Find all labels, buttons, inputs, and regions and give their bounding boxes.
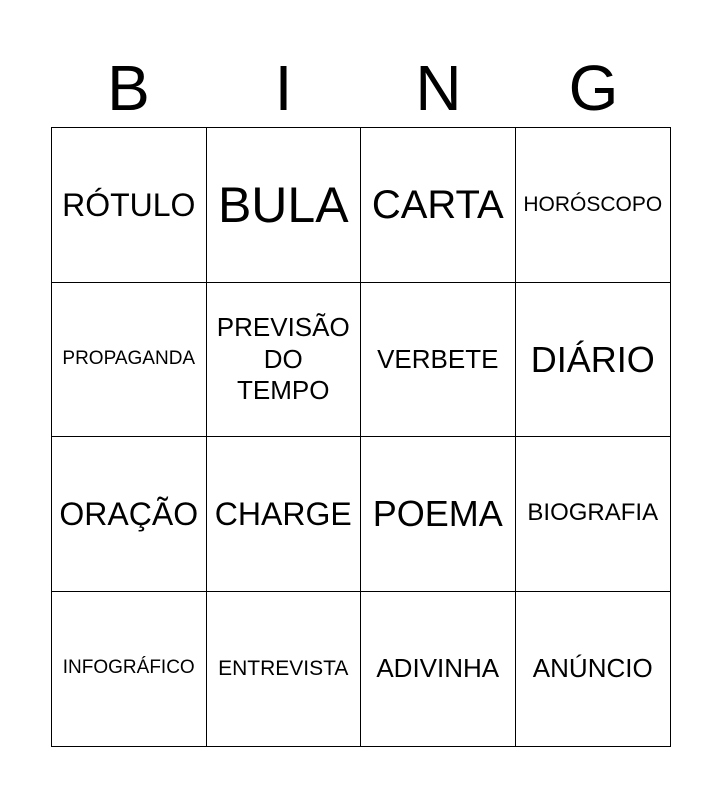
bingo-board: [51, 127, 671, 747]
cell-label: BIOGRAFIA: [527, 499, 659, 527]
cell-label: BULA: [217, 176, 349, 233]
bingo-cell[interactable]: [516, 437, 671, 592]
bingo-cell[interactable]: [52, 283, 207, 438]
header-letter-b: B: [107, 52, 150, 124]
header-letter-n: N: [415, 52, 462, 124]
bingo-cell[interactable]: [361, 592, 516, 747]
bingo-cell[interactable]: [516, 128, 671, 283]
cell-label: PROPAGANDA: [62, 347, 196, 369]
bingo-cell[interactable]: [52, 592, 207, 747]
bingo-cell[interactable]: [207, 437, 362, 592]
bingo-cell[interactable]: [52, 437, 207, 592]
cell-label: DIÁRIO: [530, 338, 655, 380]
bingo-cell[interactable]: [207, 128, 362, 283]
bingo-cell[interactable]: [516, 592, 671, 747]
cell-label: ENTREVISTA: [218, 657, 349, 681]
bingo-cell[interactable]: [361, 437, 516, 592]
cell-label: VERBETE: [377, 343, 499, 374]
cell-label: ANÚNCIO: [532, 653, 653, 684]
header-letter-g: G: [568, 52, 619, 124]
bingo-cell[interactable]: [52, 128, 207, 283]
bingo-cell[interactable]: [516, 283, 671, 438]
cell-label: POEMA: [372, 493, 503, 535]
cell-label: ORAÇÃO: [59, 495, 199, 532]
bingo-header: [51, 48, 671, 128]
bingo-cell[interactable]: [361, 283, 516, 438]
bingo-cell[interactable]: [361, 128, 516, 283]
cell-label: CARTA: [371, 182, 504, 227]
cell-label: HORÓSCOPO: [523, 193, 663, 217]
cell-label: RÓTULO: [62, 186, 196, 223]
bingo-cell[interactable]: [207, 592, 362, 747]
cell-label: PREVISÃO DO TEMPO: [216, 312, 350, 405]
cell-label: ADIVINHA: [376, 653, 500, 684]
bingo-cell[interactable]: [207, 283, 362, 438]
header-letter-i: I: [274, 52, 293, 124]
cell-label: CHARGE: [214, 495, 352, 532]
cell-label: INFOGRÁFICO: [62, 657, 195, 679]
